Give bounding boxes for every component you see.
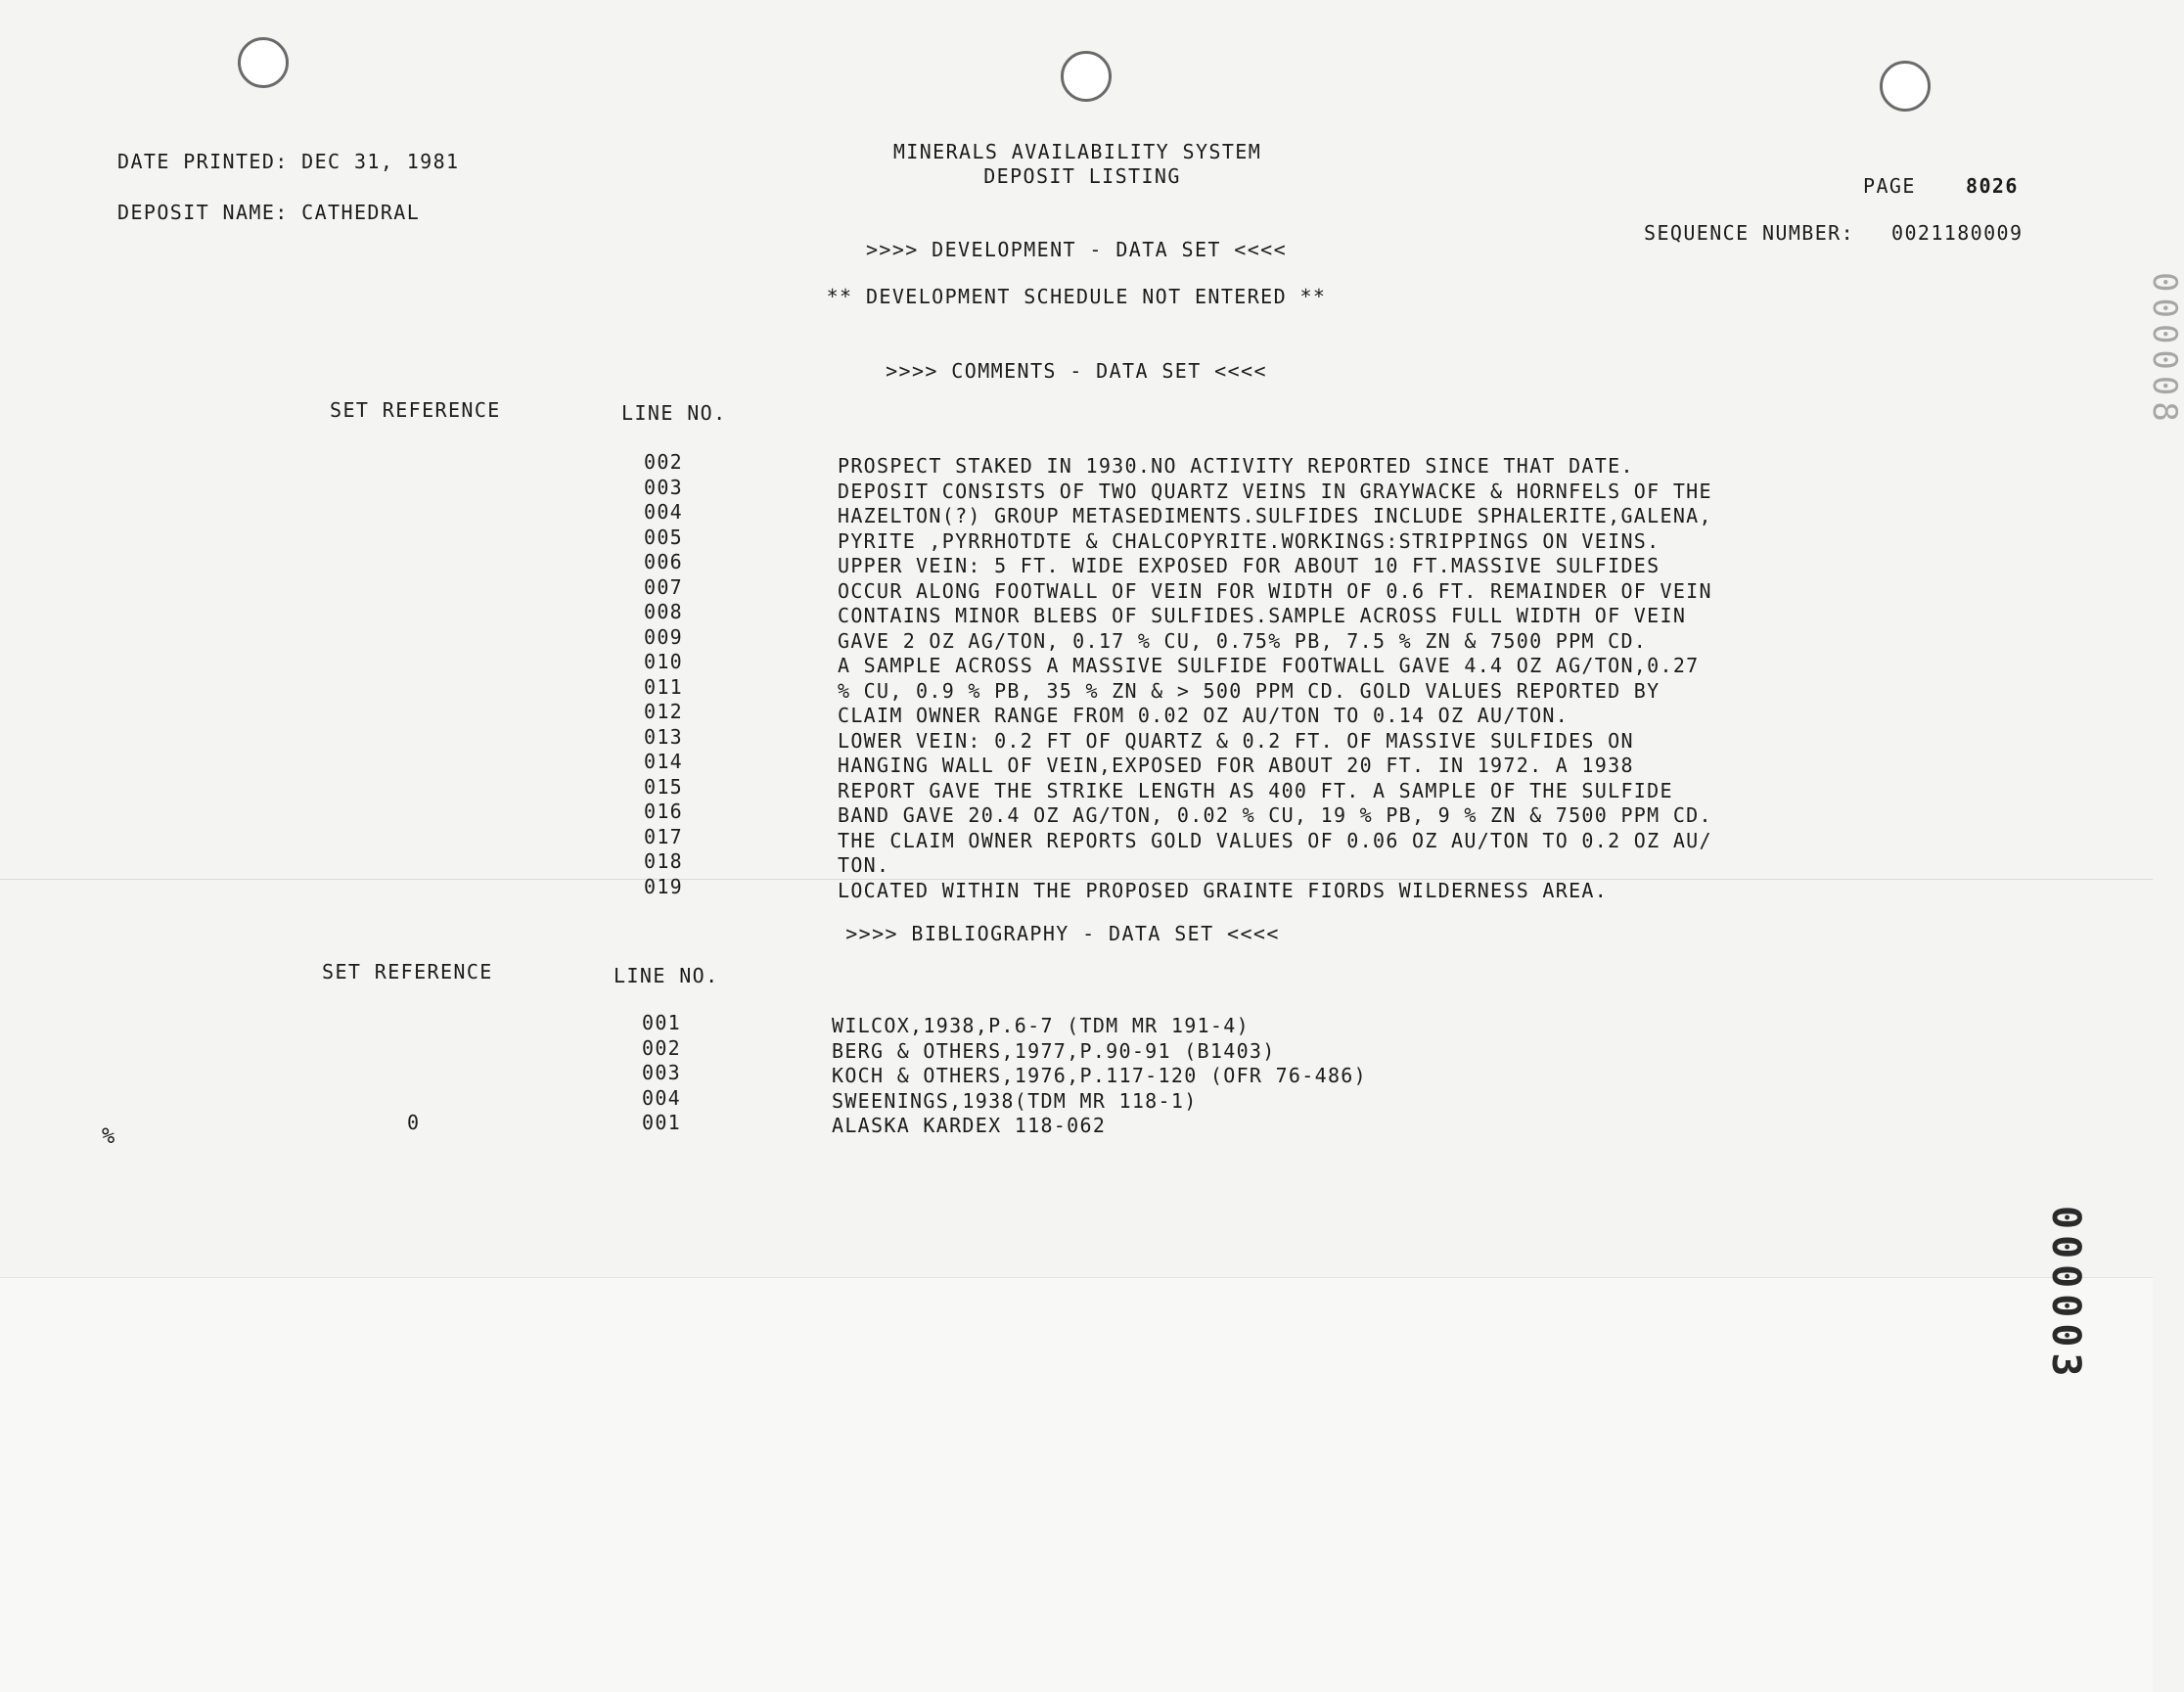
listing-title: DEPOSIT LISTING <box>983 164 1181 188</box>
comment-text: UPPER VEIN: 5 FT. WIDE EXPOSED FOR ABOUT 10 FT.MASSIVE SULFIDES <box>838 554 1661 577</box>
percent-mark: % <box>102 1124 116 1149</box>
comment-line-number: 007 <box>644 574 684 599</box>
comment-text: OCCUR ALONG FOOTWALL OF VEIN FOR WIDTH OF 0.6 FT. REMAINDER OF VEIN <box>838 578 1712 603</box>
bibliography-heading: >>>> BIBLIOGRAPHY - DATA SET <<<< <box>845 922 1280 945</box>
bibliography-set-reference: 0 <box>407 1111 421 1134</box>
bibliography-set-references <box>407 1011 420 1136</box>
comments-line-numbers <box>644 450 683 899</box>
bibliography-line-number: 003 <box>642 1061 682 1084</box>
comments-col-line-no: LINE NO. <box>621 401 727 425</box>
bibliography-line-number: 004 <box>642 1085 682 1110</box>
bibliography-entry: SWEENINGS,1938(TDM MR 118-1) <box>832 1088 1198 1113</box>
page-label: PAGE <box>1863 174 1916 198</box>
comment-line-number: 017 <box>644 824 684 848</box>
comment-text: PYRITE ,PYRRHOTDTE & CHALCOPYRITE.WORKINGS:STRIPPINGS ON VEINS. <box>838 528 1661 553</box>
bibliography-set-reference <box>407 1061 420 1086</box>
comment-text: HANGING WALL OF VEIN,EXPOSED FOR ABOUT 20 FT. IN 1972. A 1938 <box>838 754 1634 777</box>
system-title: MINERALS AVAILABILITY SYSTEM <box>892 140 1262 163</box>
comment-text: HAZELTON(?) GROUP METASEDIMENTS.SULFIDES INCLUDE SPHALERITE,GALENA, <box>838 504 1712 527</box>
comment-text: DEPOSIT CONSISTS OF TWO QUARTZ VEINS IN GRAYWACKE & HORNFELS OF THE <box>838 479 1712 503</box>
comment-line-number: 006 <box>644 550 684 573</box>
comment-text: % CU, 0.9 % PB, 35 % ZN & > 500 PPM CD. GOLD VALUES REPORTED BY <box>838 678 1661 703</box>
comment-line-number: 018 <box>644 849 684 873</box>
comment-line-number: 013 <box>644 724 684 749</box>
comment-text: PROSPECT STAKED IN 1930.NO ACTIVITY REPORTED SINCE THAT DATE. <box>838 454 1634 478</box>
bibliography-line-number: 002 <box>642 1035 682 1060</box>
comment-line-number: 004 <box>644 500 684 524</box>
comment-text: LOWER VEIN: 0.2 FT OF QUARTZ & 0.2 FT. OF MASSIVE SULFIDES ON <box>838 728 1634 753</box>
punch-hole-center <box>1061 51 1112 102</box>
comment-line-number: 014 <box>644 750 684 773</box>
comment-text: A SAMPLE ACROSS A MASSIVE SULFIDE FOOTWALL GAVE 4.4 OZ AG/TON,0.27 <box>838 654 1700 677</box>
bibliography-entry: ALASKA KARDEX 118-062 <box>832 1114 1107 1137</box>
bibliography-line-numbers <box>642 1011 681 1136</box>
comments-text-lines <box>838 454 1712 903</box>
comment-line-number: 005 <box>644 525 684 549</box>
comment-text: LOCATED WITHIN THE PROPOSED GRAINTE FIORDS WILDERNESS AREA. <box>838 878 1609 902</box>
bibliography-entry: KOCH & OTHERS,1976,P.117-120 (OFR 76-486) <box>832 1064 1367 1087</box>
bibliography-text-lines <box>832 1014 1367 1139</box>
comment-line-number: 009 <box>644 624 684 649</box>
comment-text: REPORT GAVE THE STRIKE LENGTH AS 400 FT. A SAMPLE OF THE SULFIDE <box>838 778 1673 802</box>
stamp-upper: 000008 <box>2145 272 2184 428</box>
bibliography-entry: WILCOX,1938,P.6-7 (TDM MR 191-4) <box>832 1014 1250 1037</box>
comment-text: CLAIM OWNER RANGE FROM 0.02 OZ AU/TON TO 0.14 OZ AU/TON. <box>838 704 1570 727</box>
development-note: ** DEVELOPMENT SCHEDULE NOT ENTERED ** <box>826 285 1327 308</box>
date-printed: DATE PRINTED: DEC 31, 1981 <box>117 150 460 173</box>
comment-line-number: 015 <box>644 774 684 799</box>
comment-line-number: 003 <box>644 475 684 499</box>
development-heading: >>>> DEVELOPMENT - DATA SET <<<< <box>865 238 1288 261</box>
comment-text: TON. <box>838 853 890 877</box>
comment-text: CONTAINS MINOR BLEBS OF SULFIDES.SAMPLE ACROSS FULL WIDTH OF VEIN <box>838 604 1687 627</box>
page-number: 8026 <box>1966 174 2019 198</box>
bibliography-set-reference <box>407 1011 420 1036</box>
comment-line-number: 010 <box>644 650 684 673</box>
bibliography-entry: BERG & OTHERS,1977,P.90-91 (B1403) <box>832 1038 1276 1063</box>
comment-line-number: 008 <box>644 600 684 623</box>
sequence-label: SEQUENCE NUMBER: <box>1644 221 1855 245</box>
comment-text: BAND GAVE 20.4 OZ AG/TON, 0.02 % CU, 19 % PB, 9 % ZN & 7500 PPM CD. <box>838 803 1712 827</box>
bibliography-set-reference <box>407 1086 420 1112</box>
bibliography-col-set-reference: SET REFERENCE <box>322 960 493 983</box>
punch-hole-left <box>238 37 289 88</box>
paper-lower-band <box>0 1277 2153 1692</box>
comments-col-set-reference: SET REFERENCE <box>330 398 501 422</box>
bibliography-col-line-no: LINE NO. <box>614 964 719 987</box>
stamp-lower: 000003 <box>2043 1206 2088 1383</box>
comment-line-number: 019 <box>644 874 684 898</box>
sequence-number: 0021180009 <box>1891 221 2024 245</box>
comment-line-number: 002 <box>644 450 684 474</box>
comments-heading: >>>> COMMENTS - DATA SET <<<< <box>886 359 1267 383</box>
bibliography-line-number: 001 <box>642 1111 682 1134</box>
comment-line-number: 016 <box>644 800 684 823</box>
bibliography-set-reference <box>407 1036 420 1062</box>
comment-text: THE CLAIM OWNER REPORTS GOLD VALUES OF 0.06 OZ AU/TON TO 0.2 OZ AU/ <box>838 828 1712 852</box>
comment-line-number: 011 <box>644 674 684 699</box>
comment-text: GAVE 2 OZ AG/TON, 0.17 % CU, 0.75% PB, 7.5 % ZN & 7500 PPM CD. <box>838 628 1648 653</box>
comment-line-number: 012 <box>644 700 684 723</box>
punch-hole-right <box>1880 61 1931 112</box>
deposit-name: DEPOSIT NAME: CATHEDRAL <box>117 201 421 224</box>
bibliography-line-number: 001 <box>642 1011 682 1034</box>
